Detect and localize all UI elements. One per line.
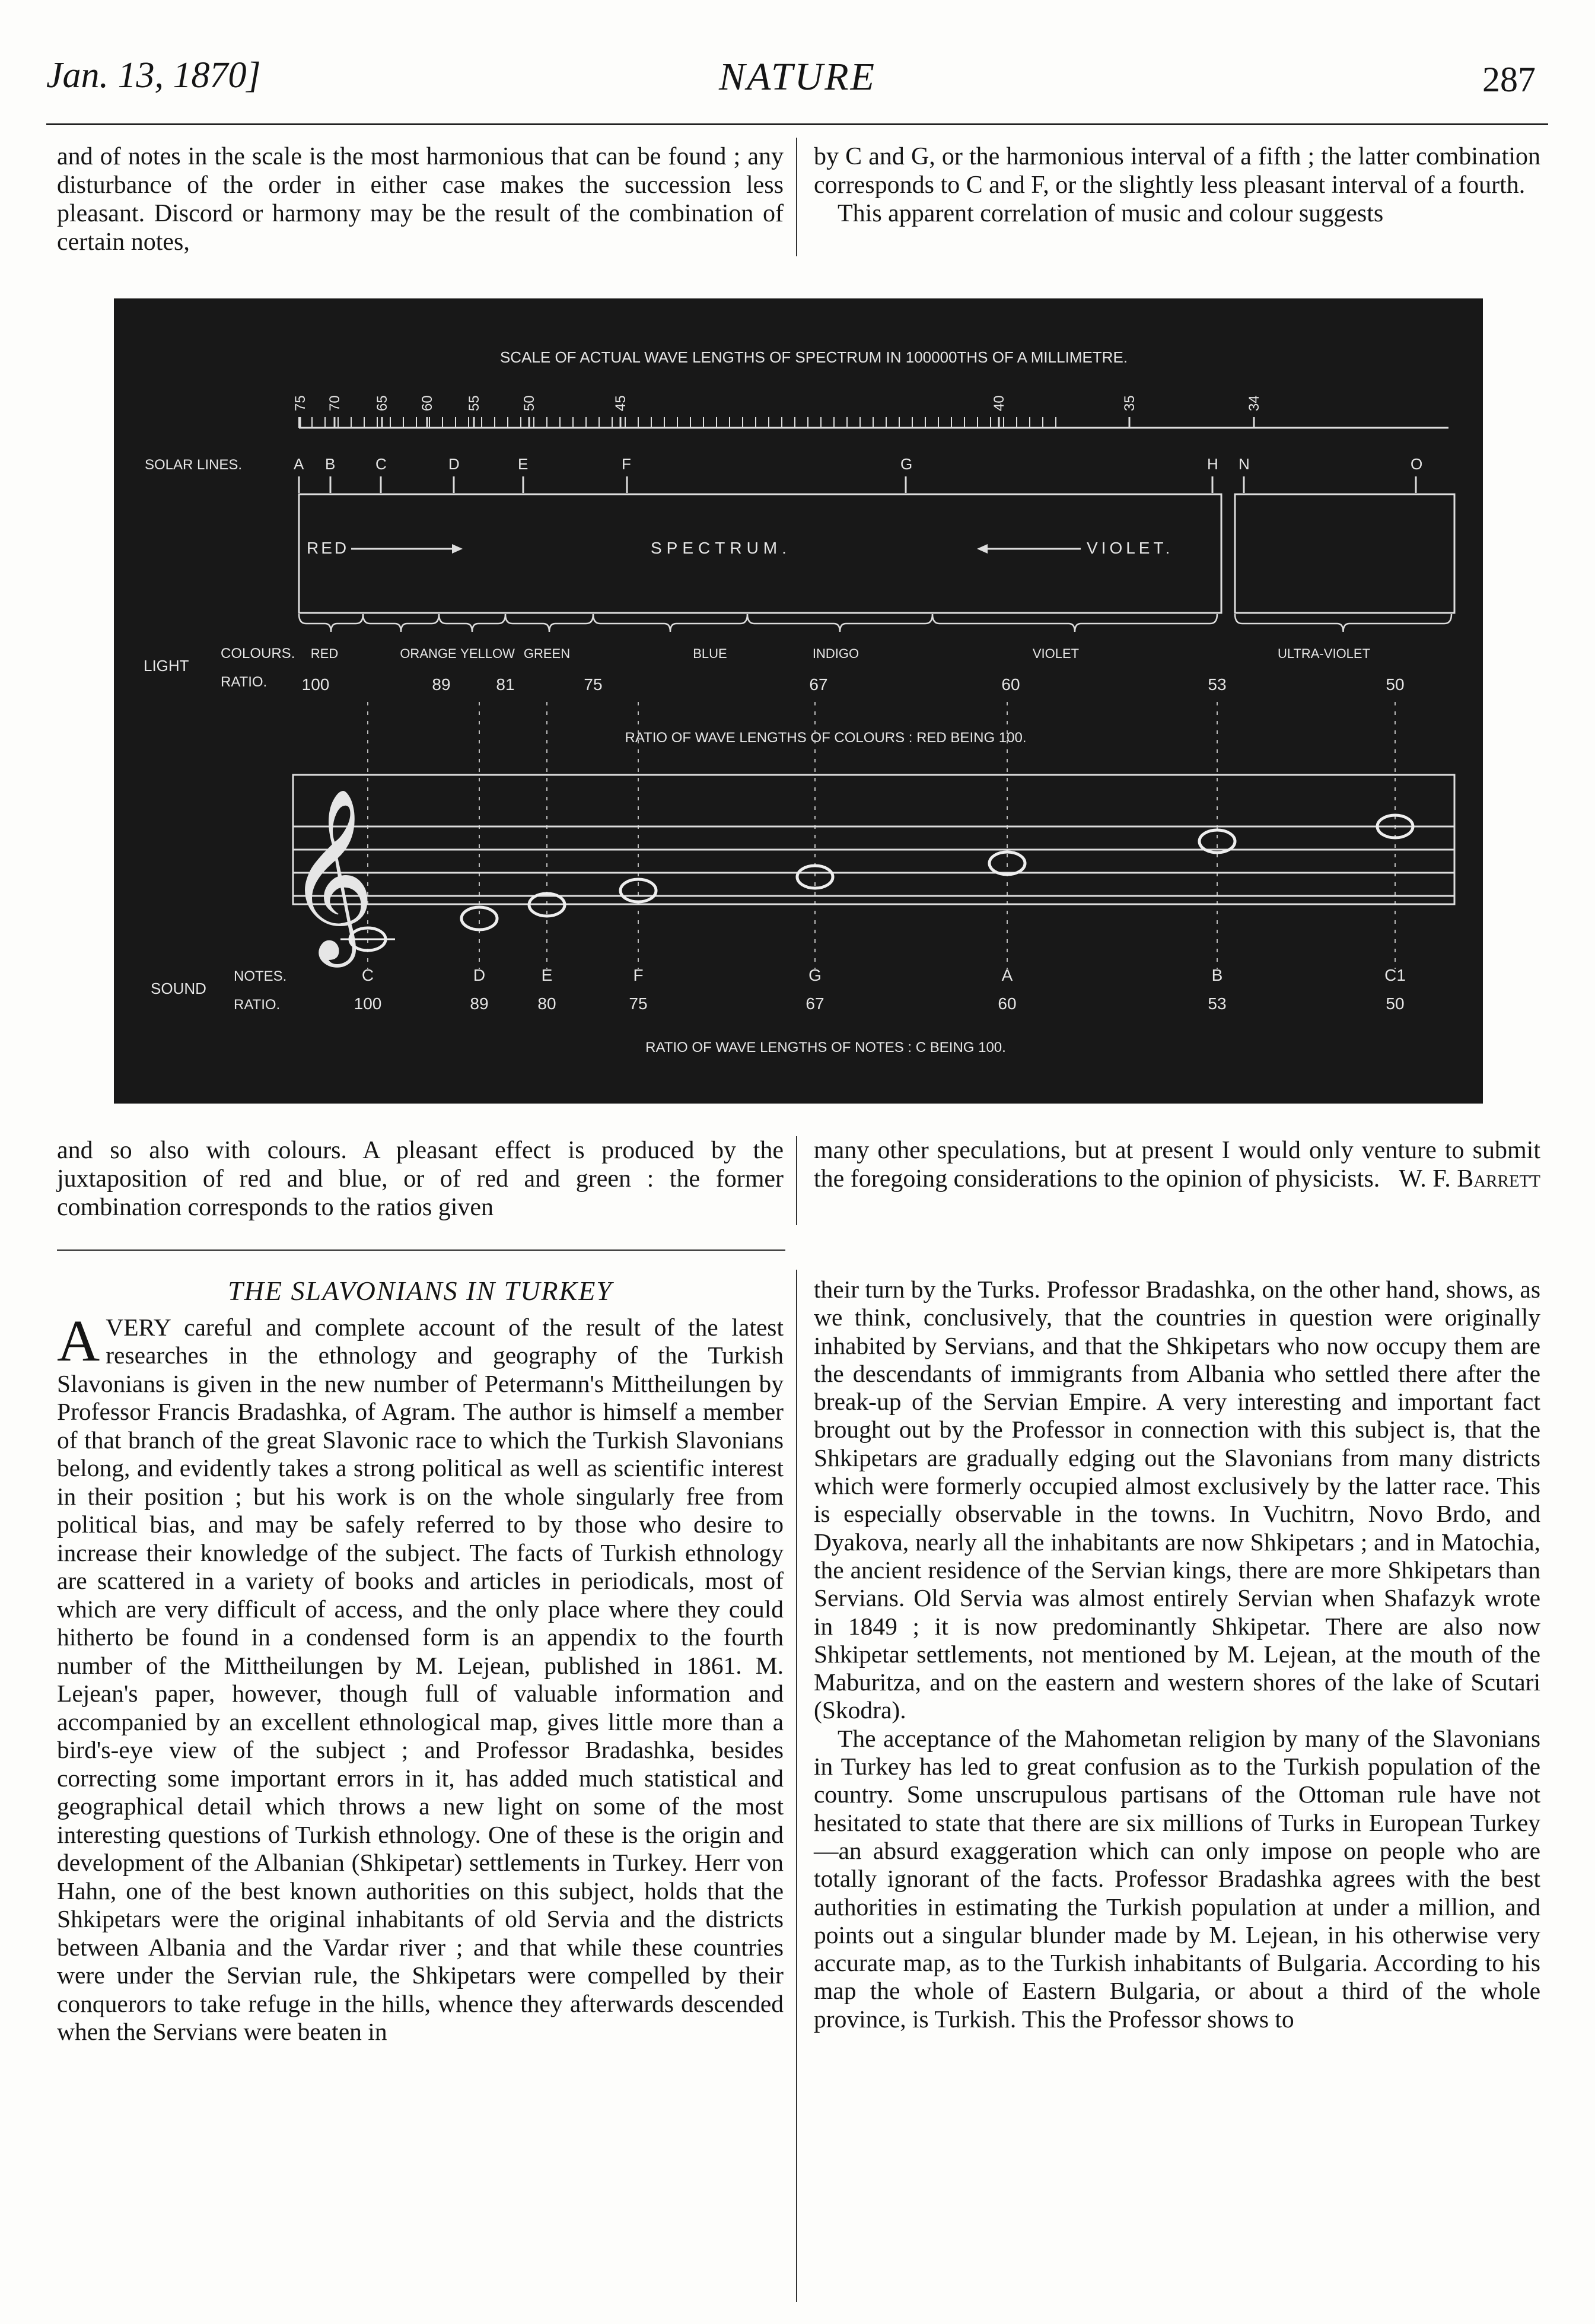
scale-tick-label: 70 xyxy=(327,395,343,411)
colour-name: ULTRA-VIOLET xyxy=(1277,646,1371,661)
mid-left-column xyxy=(57,1136,784,1222)
note-ratio: 89 xyxy=(470,994,489,1013)
issue-date: Jan. 13, 1870] xyxy=(46,55,261,96)
journal-title: NATURE xyxy=(719,55,876,98)
article-paragraph-2: their turn by the Turks. Professor Bradashka, on the other hand, shows, as we think, conclusively, that the countries in question were originally inhabited by Servians, and that the Shkipetars who now occupy them are the descendants of immigrants from Albania who settled there after the break-up of the Servian Empire. A very interesting and important fact brought out by the Professor in connection with this subject is, that the Shkipetars are gradually edging out the Slavonians from many districts which were formerly occupied almost exclusively by the latter race. This is especially observable in the towns. In Vuchitrn, Novo Brdo, and Dyakova, nearly all the inhabitants are now Shkipetars ; and in Matochia, the ancient residence of the Servian kings, there are more Shkipetars than Servians. Old Servia was almost entirely Servian when Shafazyk wrote in 1849 ; it is now predominantly Shkipetar. There are also now Shkipetar settlements, not mentioned by M. Lejean, at the mouth of the Maburitza, and on the eastern and western shores of the lake of Scutari (Skodra). xyxy=(814,1276,1540,1724)
colour-name: YELLOW xyxy=(460,646,515,661)
light-ratio-label: RATIO. xyxy=(221,674,268,690)
note-heads xyxy=(340,815,1413,950)
top-right-paragraph-2: This apparent correlation of music and colour suggests xyxy=(838,200,1384,227)
colour-name: VIOLET xyxy=(1032,646,1080,661)
column-divider-article xyxy=(796,1270,797,2302)
header-rule xyxy=(46,123,1548,125)
colour-brace xyxy=(747,614,932,632)
colour-ratio-caption: RATIO OF WAVE LENGTHS OF COLOURS : RED BEING 100. xyxy=(625,730,1027,746)
colour-brace xyxy=(439,614,505,632)
colour-ratio: 81 xyxy=(496,675,515,694)
top-right-column xyxy=(814,142,1540,261)
mid-right-paragraph xyxy=(814,1136,1540,1193)
drop-cap: A xyxy=(57,1307,100,1374)
top-left-column xyxy=(57,142,784,261)
note-ratio: 67 xyxy=(806,994,824,1013)
mid-right-column xyxy=(814,1136,1540,1193)
scale-tick-label: 50 xyxy=(521,395,537,411)
article-paragraph-1 xyxy=(57,1307,784,2046)
colour-braces xyxy=(299,614,1451,632)
solar-line-label: C xyxy=(375,455,387,473)
note-name: G xyxy=(808,966,822,984)
staff-box xyxy=(293,775,1454,904)
scale-tick-label: 45 xyxy=(613,395,629,411)
solar-line-label: N xyxy=(1239,455,1250,473)
note-ratio: 80 xyxy=(537,994,556,1013)
solar-line-label: B xyxy=(325,455,336,473)
solar-lines xyxy=(294,455,1422,493)
note-ratio: 100 xyxy=(354,994,382,1013)
staff-lines xyxy=(293,826,1454,896)
ultraviolet-band xyxy=(1235,494,1454,613)
column-divider-top xyxy=(796,138,797,256)
colour-brace xyxy=(593,614,747,632)
scale-tick-label: 75 xyxy=(292,395,308,411)
note-name: C1 xyxy=(1384,966,1406,984)
scale-title: SCALE OF ACTUAL WAVE LENGTHS OF SPECTRUM IN 100000THS OF A MILLIMETRE. xyxy=(499,348,1128,366)
colour-name: ORANGE xyxy=(400,646,457,661)
article-paragraph-1-text: VERY careful and complete account of the result of the latest researches in the ethnology and geography of the Turkish Slavonians is given in the new number of Petermann's Mittheilungen by Professor Francis Bradashka, of Agram. The author is himself a member of that branch of the great Slavonic race to which the Turkish Slavonians belong, and evidently takes a strong political as well as scientific interest in their position ; but his work is on the whole singularly free from political bias, and may be safely referred to by those who desire to increase their knowledge of the subject. The facts of Turkish ethnology are scattered in a variety of books and articles in periodicals, most of which are very difficult of access, and the only place where they could hitherto be found in a condensed form is an appendix to the fourth number of the Mittheilungen by M. Lejean, published in 1861. M. Lejean's paper, however, though full of valuable information and accompanied by an excellent ethnological map, gives little more than a bird's-eye view of the subject ; and Professor Bradashka, besides correcting some important errors in it, has added much statistical and geographical detail which throws a new light on some of the most interesting questions of Turkish ethnology. One of these is the origin and development of the Albanian (Shkipetar) settlements in Turkey. Herr von Hahn, one of the best known authorities on this subject, holds that the Shkipetars were the original inhabitants of old Servia and the districts between Albania and the Vardar river ; and that while these countries were under the Servian rule, the Shkipetars were compelled by their conquerors to take refuge in the hills, whence they afterwards descended when the Servians were beaten in xyxy=(57,1313,784,2045)
article-paragraph-3: The acceptance of the Mahometan religion by many of the Slavonians in Turkey has led to great confusion as to the Turkish population of the country. Some unscrupulous partisans of the Ottoman rule have not hesitated to state that there are six millions of Turks in European Turkey—an absurd exaggeration which can only impose on people who are totally ignorant of the facts. Professor Bradashka agrees with the best authorities in estimating the Turkish population at under a million, and points out a singular blunder made by M. Lejean, in his otherwise very accurate map, as to the Turkish inhabitants of Bulgaria. According to his map the whole of Eastern Bulgaria, or about a third of the whole province, is Turkish. This the Professor shows to xyxy=(814,1724,1540,2033)
scale-tick-label: 35 xyxy=(1122,395,1138,411)
violet-label: VIOLET. xyxy=(1087,539,1174,557)
colour-name: BLUE xyxy=(693,646,727,661)
colour-brace xyxy=(1235,614,1451,632)
article-right-column xyxy=(814,1276,1540,2033)
spectrum-figure xyxy=(114,298,1483,1104)
solar-line-label: D xyxy=(448,455,460,473)
spectrum-svg xyxy=(114,298,1483,1104)
red-label: RED xyxy=(307,539,349,557)
note-name: A xyxy=(1001,966,1013,984)
note-ratio-caption: RATIO OF WAVE LENGTHS OF NOTES : C BEING 100. xyxy=(645,1039,1006,1056)
sound-label: SOUND xyxy=(151,980,206,997)
note-ratio: 60 xyxy=(998,994,1017,1013)
solar-line-label: H xyxy=(1207,455,1218,473)
colour-brace xyxy=(299,614,363,632)
scale-minor-ticks xyxy=(299,417,1056,428)
section-rule xyxy=(57,1250,785,1251)
scale-tick-label: 65 xyxy=(374,395,390,411)
scale-tick-label: 34 xyxy=(1246,395,1262,411)
treble-clef-icon: 𝄞 xyxy=(287,790,375,956)
mid-left-paragraph: and so also with colours. A pleasant effect is produced by the juxtaposition of red and blue, or of red and green : the former combination corresponds to the ratios given xyxy=(57,1137,784,1221)
colour-ratio: 50 xyxy=(1386,675,1405,694)
notes-label: NOTES. xyxy=(234,968,287,984)
colour-ratio: 60 xyxy=(1001,675,1020,694)
colour-ratio: 100 xyxy=(301,675,330,694)
mid-right-text: many other speculations, but at present I would only venture to submit the foregoing considerations to the opinion of physicists. xyxy=(814,1137,1540,1193)
colour-brace xyxy=(932,614,1217,632)
article-title: THE SLAVONIANS IN TURKEY xyxy=(228,1276,613,1306)
colour-ratio: 53 xyxy=(1208,675,1227,694)
colour-ratio: 89 xyxy=(432,675,451,694)
article-left-column xyxy=(57,1277,784,2046)
red-arrowhead xyxy=(452,544,463,554)
note-ratio: 53 xyxy=(1208,994,1227,1013)
note-head xyxy=(461,907,497,930)
note-name: F xyxy=(633,966,644,984)
sound-ratio-label: RATIO. xyxy=(234,997,281,1013)
colour-name: GREEN xyxy=(523,646,571,661)
solar-line-label: A xyxy=(294,455,304,473)
note-name: D xyxy=(473,966,486,984)
spectrum-label: SPECTRUM. xyxy=(651,539,791,557)
note-name: C xyxy=(361,966,374,984)
solar-line-label: E xyxy=(518,455,529,473)
top-right-paragraph: by C and G, or the harmonious interval of a fifth ; the latter combination corresponds to C and F, or the slightly less pleasant interval of a fourth. xyxy=(814,143,1540,199)
violet-arrowhead xyxy=(977,544,988,554)
colour-ratio: 75 xyxy=(584,675,603,694)
colour-brace xyxy=(505,614,593,632)
scale-tick-label: 60 xyxy=(419,395,435,411)
note-name: E xyxy=(541,966,553,984)
solar-line-label: O xyxy=(1411,455,1423,473)
light-label: LIGHT xyxy=(144,657,189,675)
solar-lines-label: SOLAR LINES. xyxy=(145,457,243,473)
signature: W. F. Barrett xyxy=(1399,1165,1540,1193)
colour-ratios xyxy=(302,675,1405,694)
scale-labels xyxy=(292,395,1262,428)
scale-tick-label: 55 xyxy=(466,395,482,411)
note-ratio: 50 xyxy=(1386,994,1405,1013)
colour-brace xyxy=(363,614,439,632)
note-name: B xyxy=(1211,966,1223,984)
note-names xyxy=(362,966,1406,984)
solar-line-label: G xyxy=(900,455,913,473)
colours-label: COLOURS. xyxy=(221,646,295,662)
colour-names xyxy=(311,646,1370,661)
note-ratio: 75 xyxy=(629,994,648,1013)
column-divider-mid xyxy=(796,1136,797,1225)
colour-ratio: 67 xyxy=(809,675,828,694)
solar-line-label: F xyxy=(622,455,631,473)
colour-name: INDIGO xyxy=(812,646,859,661)
colour-name: RED xyxy=(310,646,339,661)
note-ratios xyxy=(354,994,1405,1013)
scale-tick-label: 40 xyxy=(991,395,1007,411)
page-number: 287 xyxy=(1482,60,1536,99)
top-left-paragraph: and of notes in the scale is the most harmonious that can be found ; any disturbance of the order in either case makes the succession less pleasant. Discord or harmony may be the result of the combination of certain notes, xyxy=(57,143,784,256)
